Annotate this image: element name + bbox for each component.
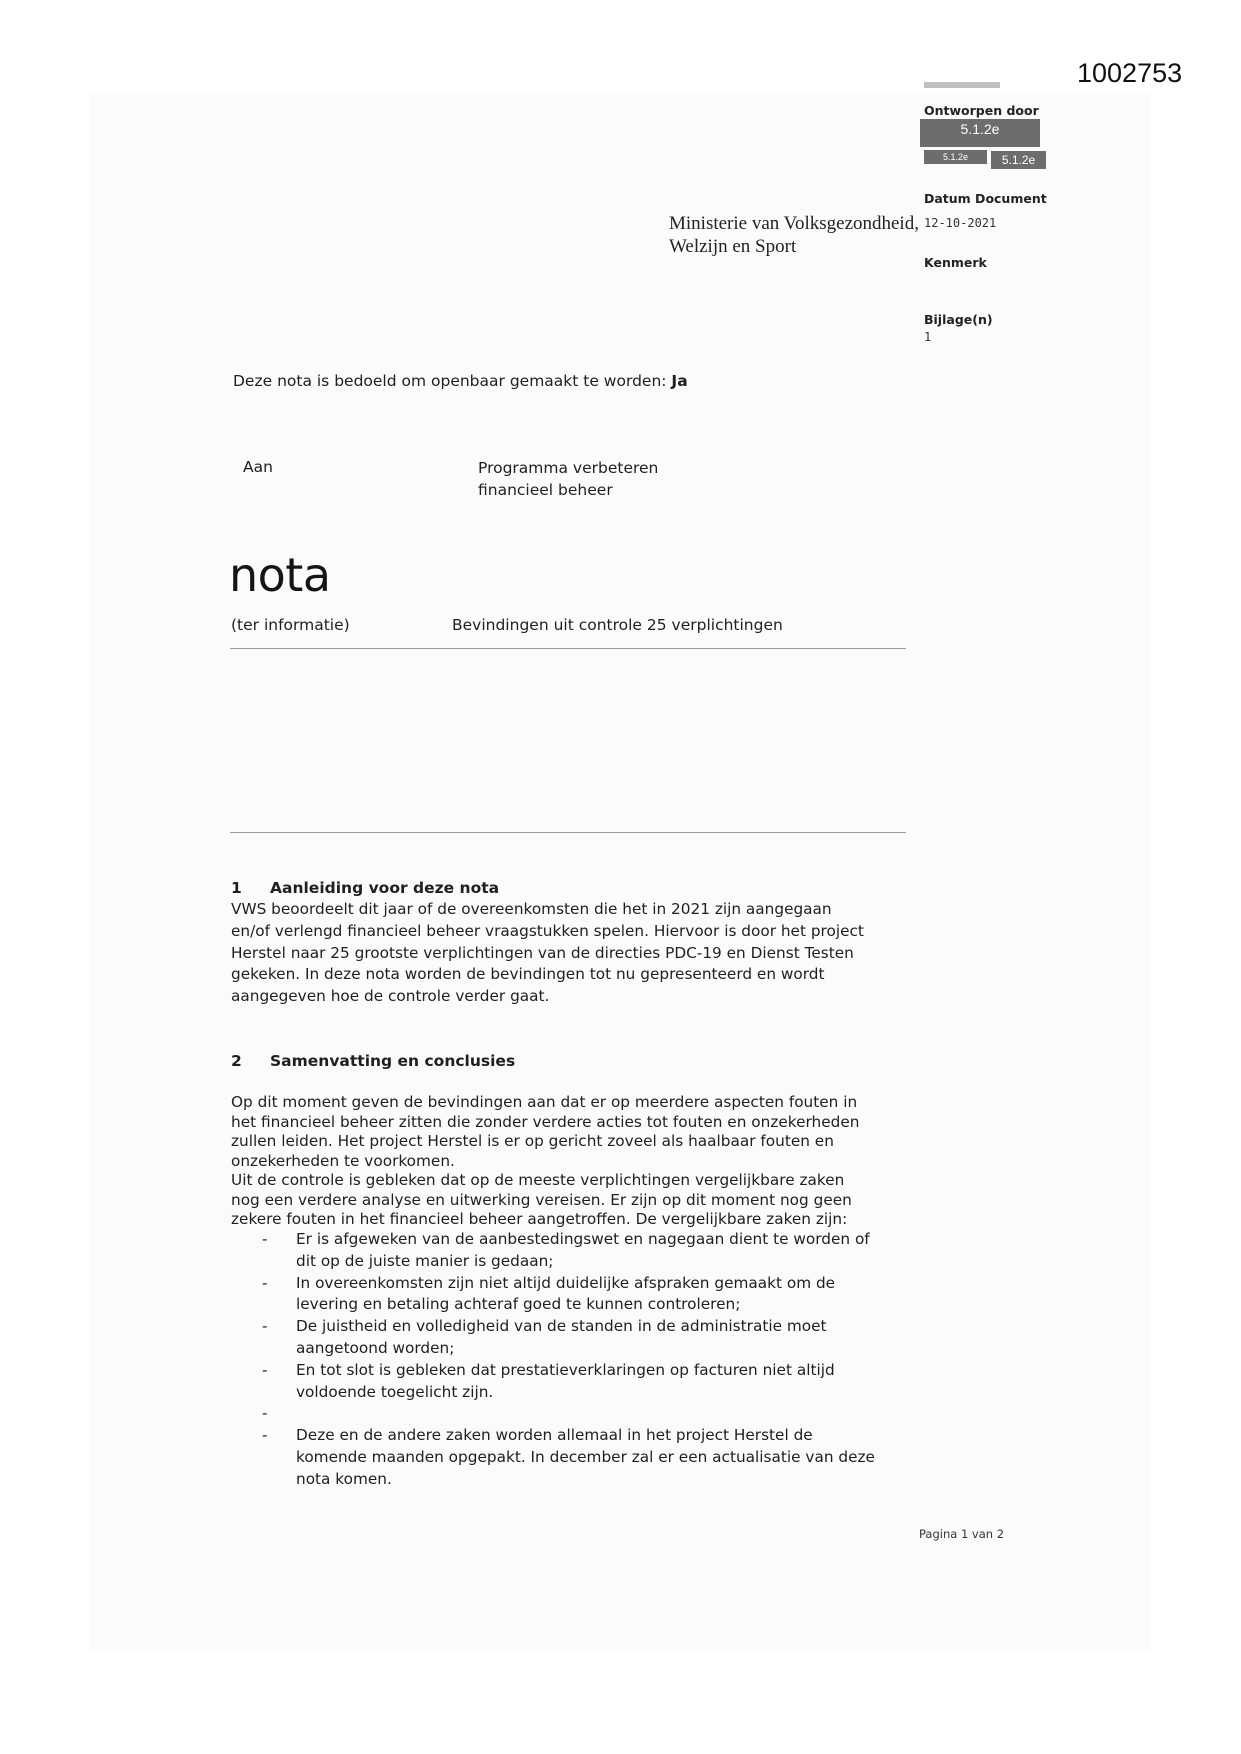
list-item: [258, 1273, 918, 1317]
dash-bullet: -: [262, 1404, 268, 1423]
text-line: Deze en de andere zaken worden allemaal in het project Herstel de: [296, 1426, 813, 1445]
text-line: In overeenkomsten zijn niet altijd duidelijke afspraken gemaakt om de: [296, 1273, 836, 1292]
section-number: 2: [231, 1052, 242, 1070]
nota-subject: Bevindingen uit controle 25 verplichtingen: [452, 616, 783, 634]
text-line: De juistheid en volledigheid van de standen in de administratie moet: [296, 1317, 827, 1336]
dash-bullet: -: [262, 1273, 268, 1292]
text-line: Er is afgeweken van de aanbestedingswet en nagegaan dient te worden of: [296, 1230, 870, 1248]
list-item: [258, 1316, 918, 1360]
dash-bullet: -: [262, 1360, 268, 1379]
public-notice-text: Deze nota is bedoeld om openbaar gemaakt te worden:: [233, 372, 672, 390]
text-line: dit op de juiste manier is gedaan;: [296, 1251, 554, 1270]
text-line: Op dit moment geven de bevindingen aan dat er op meerdere aspecten fouten in: [231, 1093, 858, 1111]
public-notice: [233, 372, 688, 390]
nota-type: (ter informatie): [231, 616, 350, 634]
attachments-label: Bijlage(n): [924, 312, 993, 327]
document-number: 1002753: [1077, 58, 1183, 88]
ministry-name: [669, 212, 923, 258]
section-number: 1: [231, 879, 242, 897]
text-line: nog een verdere analyse en uitwerking vereisen. Er zijn op dit moment nog geen: [231, 1190, 852, 1209]
redaction-code: 5.1.2e: [1001, 153, 1036, 167]
list-item: [258, 1229, 918, 1273]
redaction-code: 5.1.2e: [942, 152, 969, 162]
text-line: Herstel naar 25 grootste verplichtingen van de directies PDC-19 en Dienst Testen: [231, 943, 854, 962]
section-1-paragraph: [231, 899, 913, 1008]
dash-bullet: -: [262, 1317, 268, 1336]
dash-bullet: -: [262, 1426, 268, 1445]
list-item: [258, 1360, 918, 1404]
redaction-code: 5.1.2e: [960, 121, 1000, 137]
text-line: komende maanden opgepakt. In december zal er een actualisatie van deze: [296, 1447, 875, 1466]
section-title: Samenvatting en conclusies: [270, 1052, 516, 1070]
text-line: onzekerheden te voorkomen.: [231, 1151, 455, 1170]
designed-by-label: Ontworpen door: [924, 103, 1039, 118]
text-line: zullen leiden. Het project Herstel is er op gericht zoveel als haalbaar fouten en: [231, 1132, 834, 1151]
text-line: zekere fouten in het financieel beheer aangetroffen. De vergelijkbare zaken zijn:: [231, 1210, 848, 1229]
findings-list: [258, 1229, 918, 1491]
text-line: aangegeven hoe de controle verder gaat.: [231, 987, 550, 1006]
nota-title: nota: [229, 548, 331, 602]
list-item: [258, 1425, 918, 1490]
text-line: en/of verlengd financieel beheer vraagstukken spelen. Hiervoor is door het project: [231, 921, 864, 940]
ministry-line-1: Ministerie van Volksgezondheid,: [669, 213, 919, 234]
dash-bullet: -: [262, 1230, 268, 1248]
section-2-paragraph-2: [231, 1171, 913, 1230]
text-line: En tot slot is gebleken dat prestatieverklaringen op facturen niet altijd: [296, 1360, 835, 1379]
text-line: Uit de controle is gebleken dat op de meeste verplichtingen vergelijkbare zaken: [231, 1171, 845, 1189]
addressee-label: Aan: [243, 458, 273, 476]
text-line: voldoende toegelicht zijn.: [296, 1382, 494, 1401]
text-line: aangetoond worden;: [296, 1338, 455, 1357]
ministry-line-2: Welzijn en Sport: [669, 236, 797, 257]
attachments-value: 1: [924, 330, 932, 344]
text-line: levering en betaling achteraf goed te kunnen controleren;: [296, 1295, 741, 1314]
public-notice-value: Ja: [671, 372, 688, 390]
section-2-paragraph-1: [231, 1093, 913, 1171]
date-value: 12-10-2021: [924, 216, 997, 230]
section-title: Aanleiding voor deze nota: [270, 879, 500, 897]
page-number: Pagina 1 van 2: [919, 1527, 1005, 1541]
reference-label: Kenmerk: [924, 255, 987, 270]
redaction-block: [991, 151, 1046, 169]
clipped-directorate-line: [924, 82, 1000, 88]
divider: [230, 648, 906, 649]
redaction-block: [924, 150, 987, 164]
date-label: Datum Document: [924, 191, 1047, 206]
addressee-line-2: financieel beheer: [478, 480, 613, 499]
text-line: VWS beoordeelt dit jaar of de overeenkomsten die het in 2021 zijn aangegaan: [231, 900, 832, 918]
section-2-heading: [231, 1052, 515, 1070]
section-1-heading: [231, 879, 499, 897]
text-line: gekeken. In deze nota worden de bevindingen tot nu gepresenteerd en wordt: [231, 965, 825, 984]
text-line: nota komen.: [296, 1469, 392, 1488]
divider: [230, 832, 906, 833]
addressee-line-1: Programma verbeteren: [478, 459, 659, 477]
list-item-empty: [258, 1403, 918, 1425]
text-line: het financieel beheer zitten die zonder verdere acties tot fouten en onzekerheden: [231, 1112, 860, 1131]
addressee-value: [478, 458, 658, 501]
redaction-block: [920, 119, 1040, 147]
